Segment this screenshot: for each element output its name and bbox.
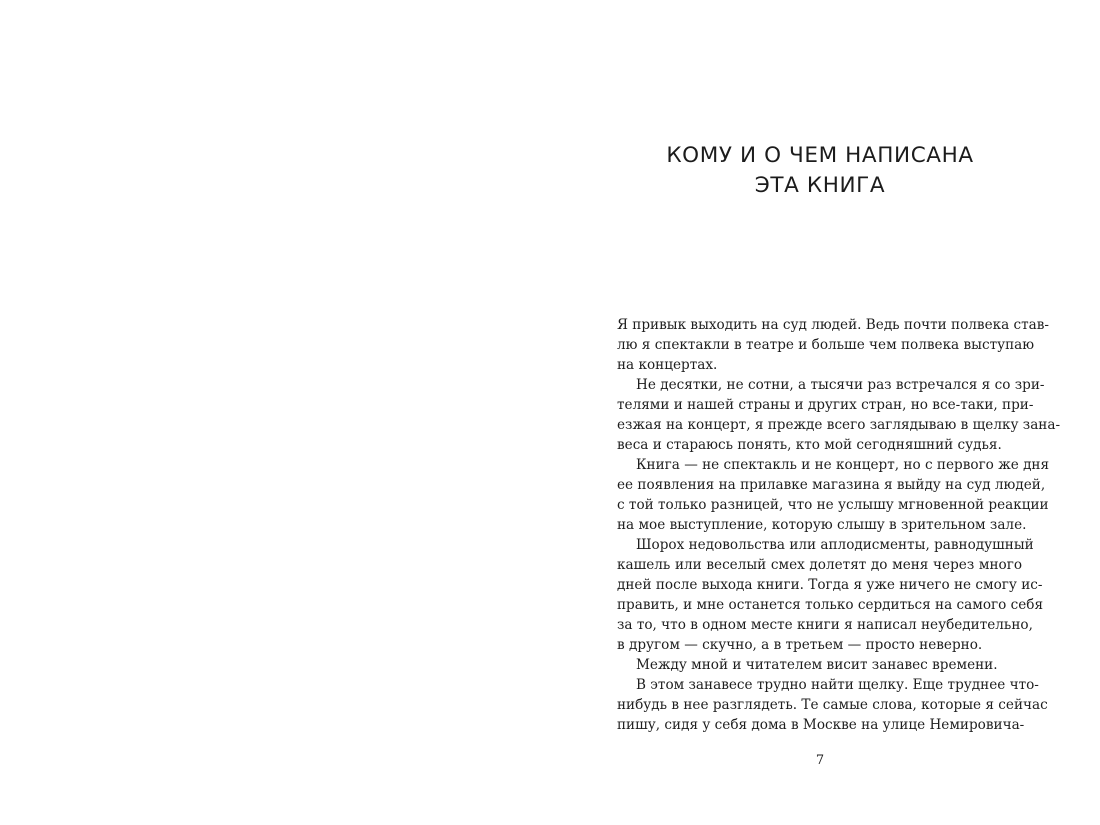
text-line: в другом — скучно, а в третьем — просто неверно. bbox=[617, 637, 983, 653]
text-line: веса и стараюсь понять, кто мой сегодняшний судья. bbox=[617, 437, 1002, 453]
text-line: на мое выступление, которую слышу в зрительном зале. bbox=[617, 517, 1027, 533]
text-line: Книга — не спектакль и не концерт, но с первого же дня bbox=[636, 457, 1050, 473]
text-line: ее появления на прилавке магазина я выйду на суд людей, bbox=[617, 477, 1046, 493]
paragraph bbox=[617, 455, 1050, 535]
text-line: править, и мне останется только сердиться на самого себя bbox=[617, 597, 1044, 613]
text-line: кашель или веселый смех долетят до меня через много bbox=[617, 557, 1022, 573]
paragraph bbox=[617, 375, 1061, 455]
text-line: дней после выхода книги. Тогда я уже ничего не смогу ис- bbox=[617, 577, 1043, 593]
right-page bbox=[550, 0, 1100, 825]
text-line: Не десятки, не сотни, а тысячи раз встречался я со зри- bbox=[636, 377, 1045, 393]
body-text bbox=[617, 315, 1061, 735]
chapter-title bbox=[616, 141, 1024, 201]
paragraph bbox=[617, 655, 1022, 675]
text-line: лю я спектакли в театре и больше чем полвека выступаю bbox=[617, 337, 1035, 353]
text-line: езжая на концерт, я прежде всего заглядываю в щелку зана- bbox=[617, 417, 1061, 433]
chapter-title-line-1: КОМУ И О ЧЕМ НАПИСАНА bbox=[666, 143, 974, 168]
chapter-title-line-2: ЭТА КНИГА bbox=[754, 173, 886, 198]
text-line: с той только разницей, что не услышу мгновенной реакции bbox=[617, 497, 1049, 513]
paragraph bbox=[617, 675, 1048, 735]
text-line: Между мной и читателем висит занавес времени. bbox=[636, 657, 998, 673]
text-line: пишу, сидя у себя дома в Москве на улице Немировича- bbox=[617, 717, 1025, 733]
paragraph bbox=[617, 315, 1050, 375]
text-line: В этом занавесе трудно найти щелку. Еще труднее что- bbox=[636, 677, 1039, 693]
text-line: на концертах. bbox=[617, 357, 718, 373]
text-line: нибудь в нее разглядеть. Те самые слова, которые я сейчас bbox=[617, 697, 1048, 713]
text-line: Шорох недовольства или аплодисменты, равнодушный bbox=[636, 537, 1034, 553]
text-line: телями и нашей страны и других стран, но все-таки, при- bbox=[617, 397, 1034, 413]
paragraph bbox=[617, 535, 1044, 655]
text-line: за то, что в одном месте книги я написал неубедительно, bbox=[617, 617, 1033, 633]
text-line: Я привык выходить на суд людей. Ведь почти полвека став- bbox=[617, 317, 1050, 333]
page-number: 7 bbox=[815, 753, 825, 768]
